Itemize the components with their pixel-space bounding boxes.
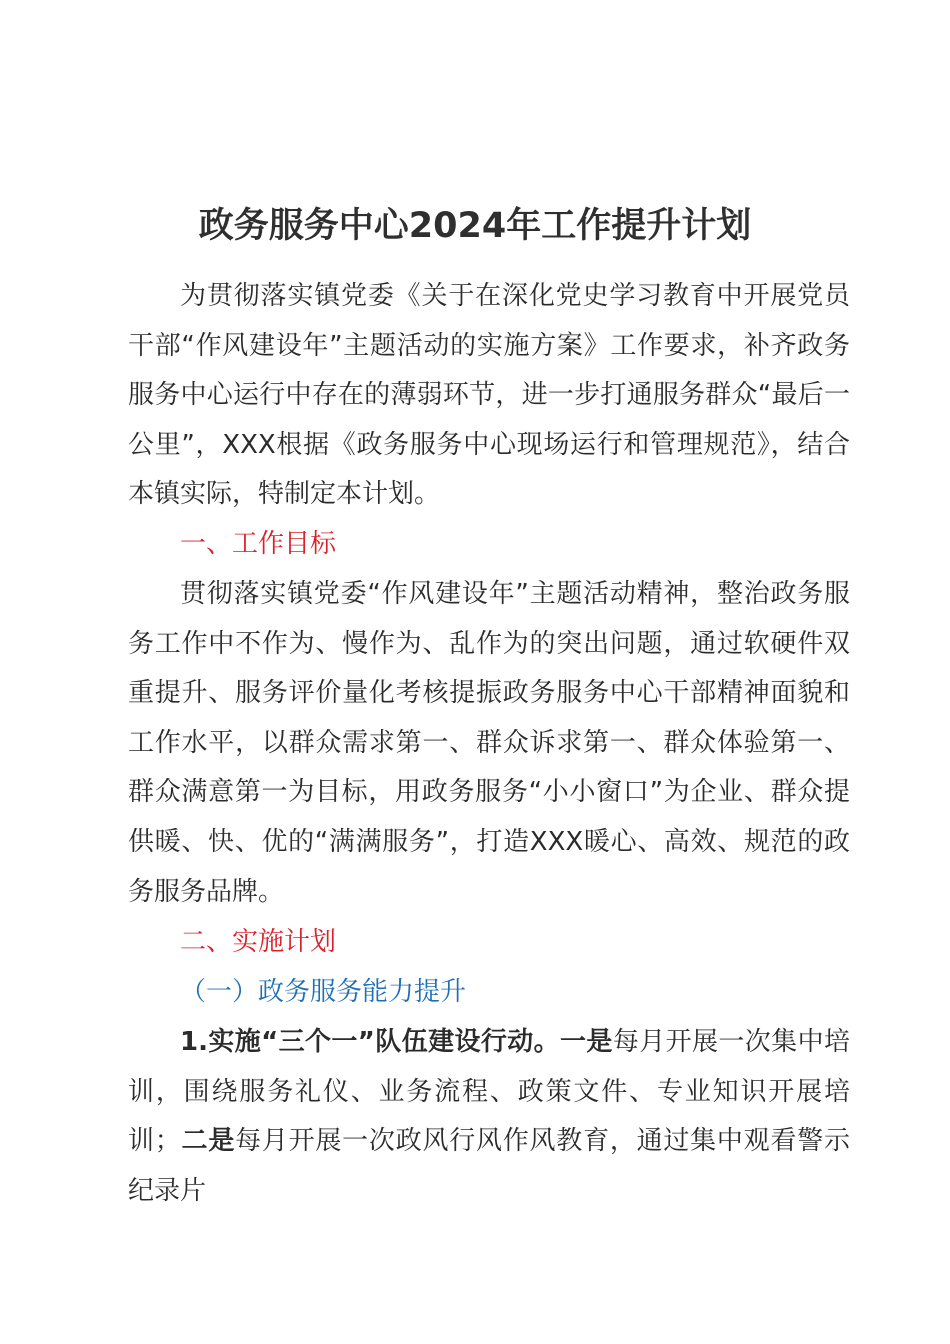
item-paragraph-team-building [128,1018,850,1216]
section-heading-plan: 二、实施计划 [180,927,337,957]
item-first-label: 一是 [560,1027,613,1057]
section-heading-goals: 一、工作目标 [180,529,337,559]
goals-paragraph: 贯彻落实镇党委“作风建设年”主题活动精神，整治政务服务工作中不作为、慢作为、乱作为的突出问题，通过软硬件双重提升、服务评价量化考核提振政务服务中心干部精神面貌和工作水平，以群众需求第一、群众诉求第一、群众体验第一、群众满意第一为目标，用政务服务“小小窗口”为企业、群众提供暖、快、优的“满满服务”，打造XXX暖心、高效、规范的政务服务品牌。 [128,579,850,907]
item-first-text: 每月开展一次集中培训，围绕服务礼仪、业务流程、政策文件、专业知识开展培训； [128,1027,850,1157]
item-second-label: 二是 [180,1126,236,1157]
subsection-heading-capability: （一）政务服务能力提升 [180,977,467,1007]
document-title: 政务服务中心2024年工作提升计划 [198,206,752,246]
item-title: 1.实施“三个一”队伍建设行动。 [180,1027,561,1057]
intro-paragraph: 为贯彻落实镇党委《关于在深化党史学习教育中开展党员干部“作风建设年”主题活动的实施方案》工作要求，补齐政务服务中心运行中存在的薄弱环节，进一步打通服务群众“最后一公里”，XXX根据《政务服务中心现场运行和管理规范》，结合本镇实际，特制定本计划。 [128,281,850,510]
item-second-text: 每月开展一次政风行风作风教育，通过集中观看警示纪录片 [128,1126,850,1206]
